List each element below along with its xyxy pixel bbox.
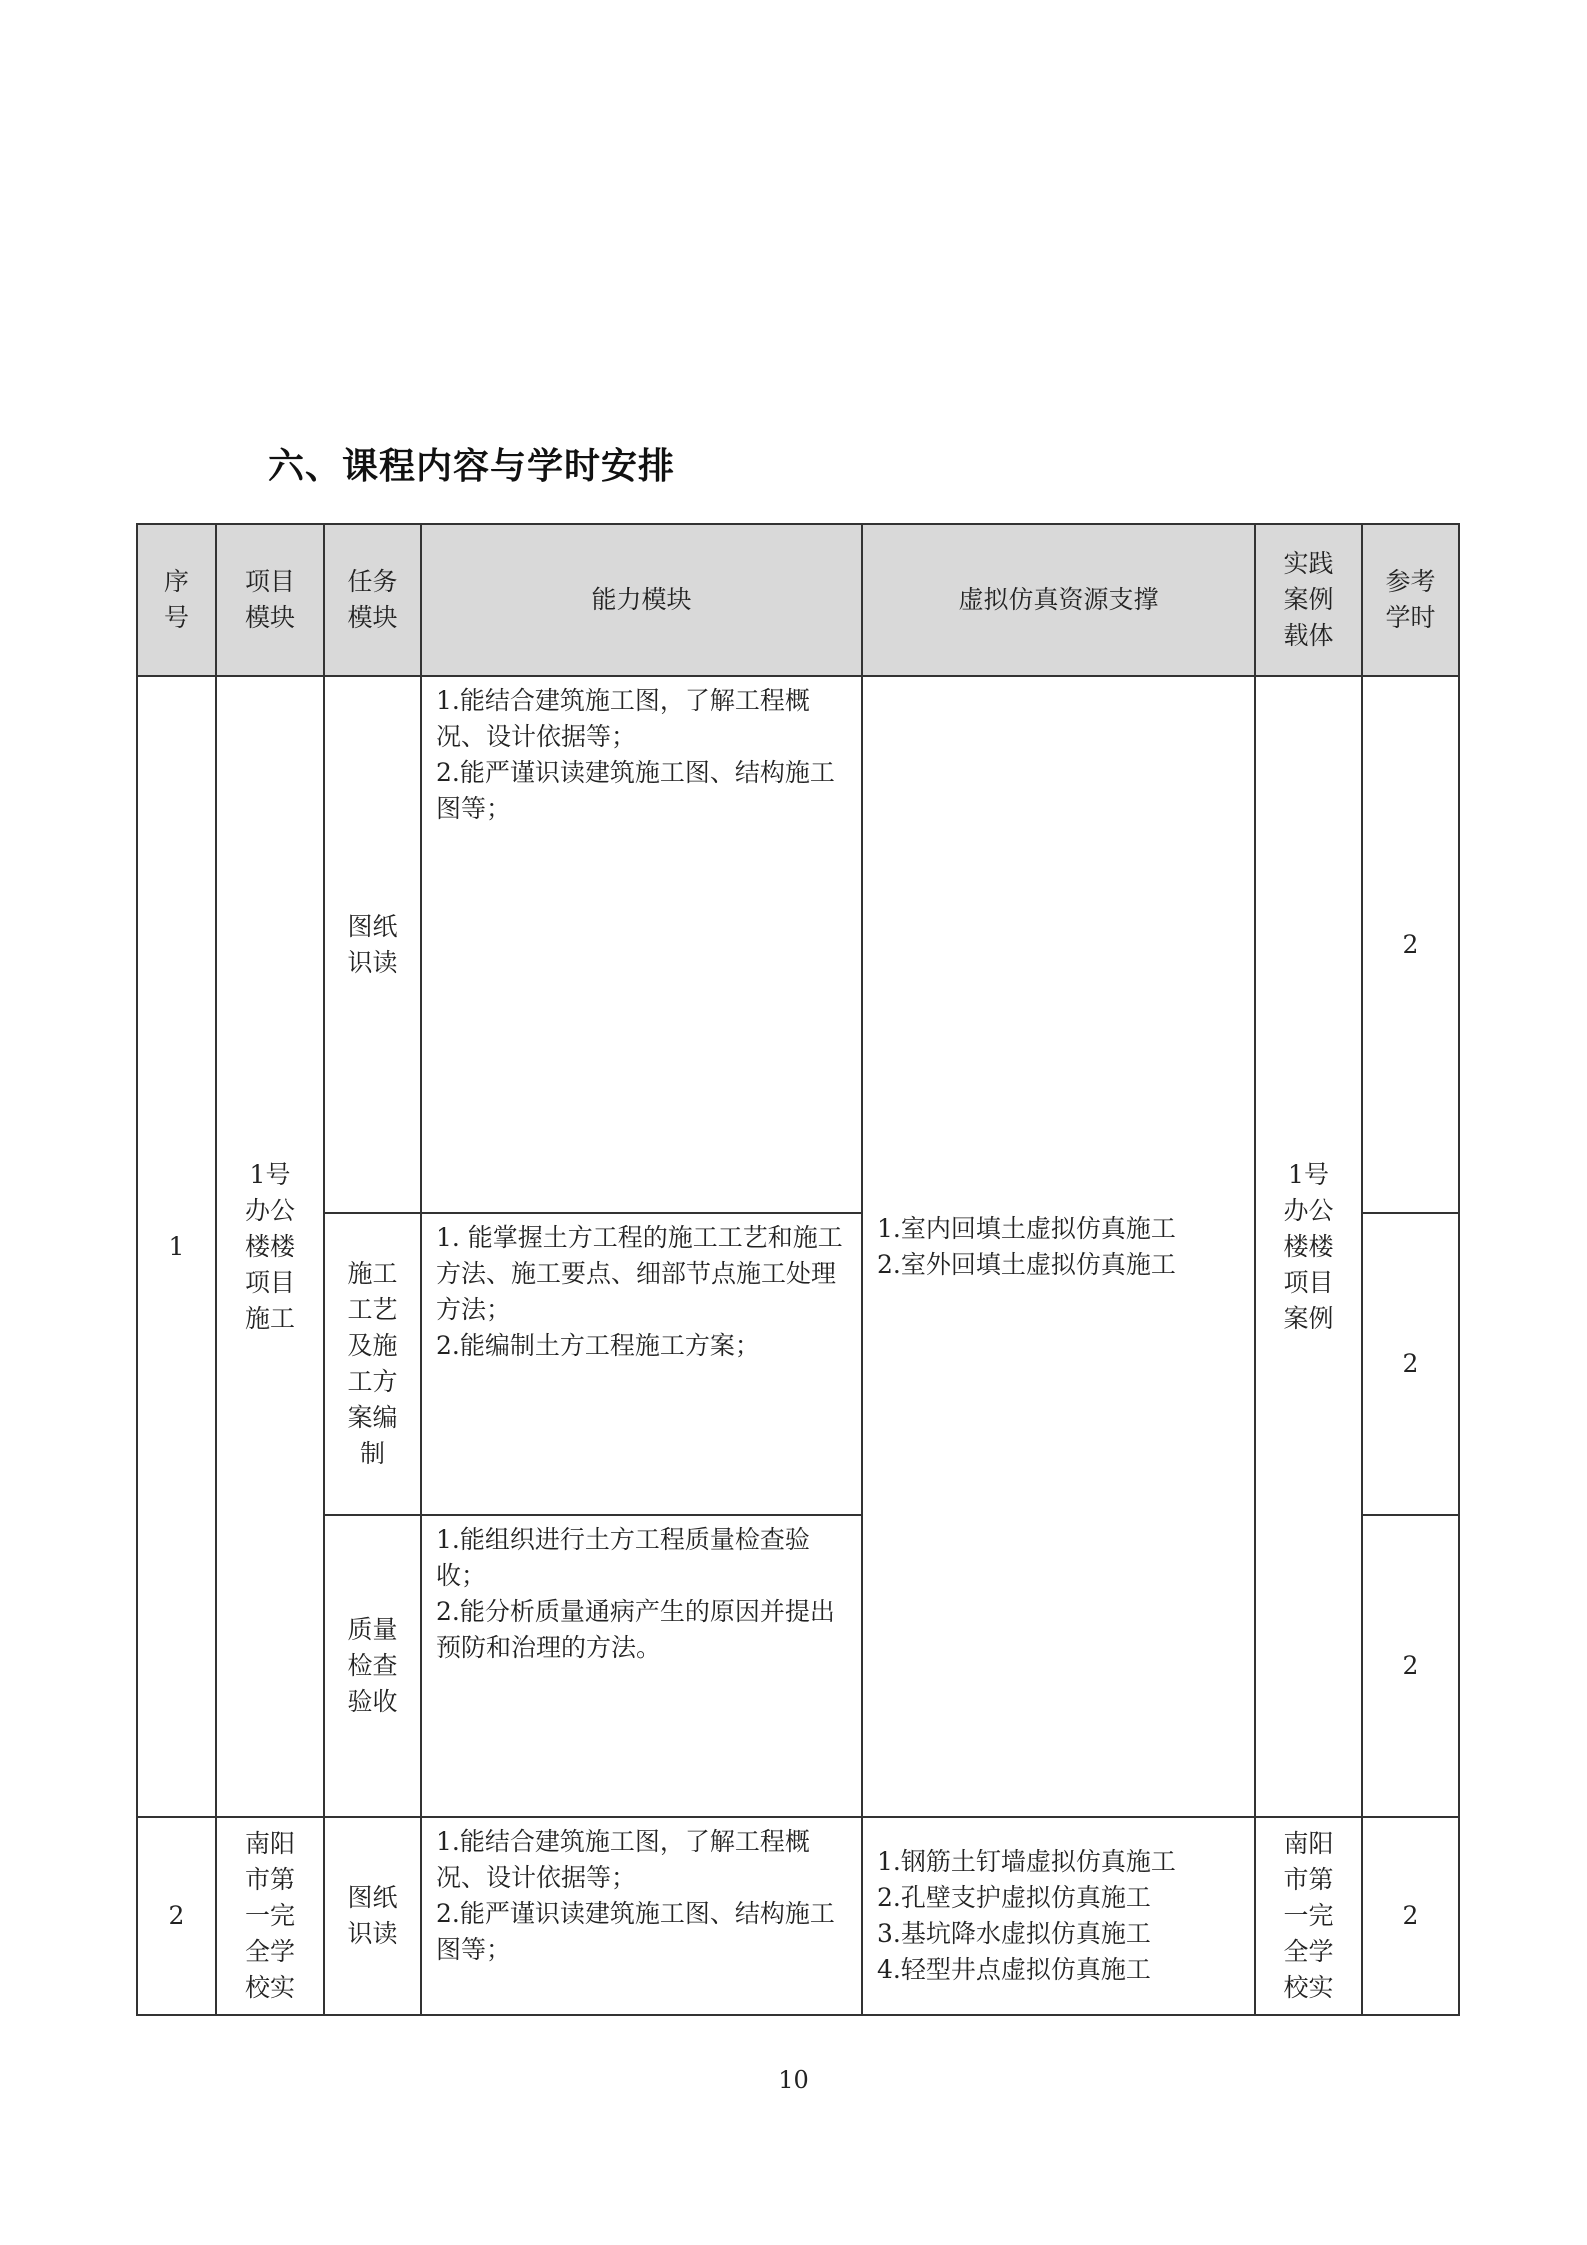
row1-hours-1: 2 <box>1362 676 1459 1213</box>
table-row <box>137 676 1459 1213</box>
header-row <box>137 524 1459 676</box>
page-number: 10 <box>778 2066 809 2094</box>
header-resource: 虚拟仿真资源支撑 <box>862 524 1255 676</box>
header-seq: 序号 <box>137 524 216 676</box>
course-schedule-table <box>136 523 1460 2016</box>
row1-task-1: 图纸识读 <box>324 676 421 1213</box>
ability-item: 1. 能掌握土方工程的施工工艺和施工方法、施工要点、细部节点施工处理方法； <box>436 1223 843 1324</box>
resource-item: 4.轻型井点虚拟仿真施工 <box>877 1955 1151 1984</box>
ability-item: 2.能分析质量通病产生的原因并提出预防和治理的方法。 <box>436 1597 835 1662</box>
ability-item: 1.能组织进行土方工程质量检查验收； <box>436 1525 810 1590</box>
resource-item: 2.室外回填土虚拟仿真施工 <box>877 1249 1176 1279</box>
header-hours: 参考学时 <box>1362 524 1459 676</box>
row1-hours-3: 2 <box>1362 1515 1459 1817</box>
resource-item: 3.基坑降水虚拟仿真施工 <box>877 1919 1151 1948</box>
ability-item: 2.能严谨识读建筑施工图、结构施工图等； <box>436 1899 835 1964</box>
row1-resource <box>862 676 1255 1817</box>
header-case: 实践案例载体 <box>1255 524 1362 676</box>
row1-project: 1号办公楼楼项目施工 <box>216 676 324 1817</box>
row2-ability <box>421 1817 862 2015</box>
row2-seq: 2 <box>137 1817 216 2015</box>
row2-project: 南阳市第一完全学校实 <box>216 1817 324 2015</box>
header-task: 任务模块 <box>324 524 421 676</box>
row1-ability-1 <box>421 676 862 1213</box>
resource-item: 1.室内回填土虚拟仿真施工 <box>877 1213 1176 1243</box>
row1-task-3: 质量检查验收 <box>324 1515 421 1817</box>
row2-task: 图纸识读 <box>324 1817 421 2015</box>
ability-item: 2.能编制土方工程施工方案； <box>436 1331 760 1360</box>
row2-hours: 2 <box>1362 1817 1459 2015</box>
row1-case: 1号办公楼楼项目案例 <box>1255 676 1362 1817</box>
table-row <box>137 1817 1459 2015</box>
ability-item: 2.能严谨识读建筑施工图、结构施工图等； <box>436 758 835 823</box>
row1-hours-2: 2 <box>1362 1213 1459 1515</box>
section-heading: 六、课程内容与学时安排 <box>268 446 676 487</box>
resource-item: 1.钢筋土钉墙虚拟仿真施工 <box>877 1847 1176 1876</box>
row1-ability-3 <box>421 1515 862 1817</box>
row1-seq: 1 <box>137 676 216 1817</box>
row2-case: 南阳市第一完全学校实 <box>1255 1817 1362 2015</box>
ability-item: 1.能结合建筑施工图，了解工程概况、设计依据等； <box>436 1827 810 1892</box>
row1-ability-2 <box>421 1213 862 1515</box>
header-ability: 能力模块 <box>421 524 862 676</box>
ability-item: 1.能结合建筑施工图，了解工程概况、设计依据等； <box>436 686 810 751</box>
header-project: 项目模块 <box>216 524 324 676</box>
row2-resource <box>862 1817 1255 2015</box>
row1-task-2: 施工工艺及施工方案编制 <box>324 1213 421 1515</box>
resource-item: 2.孔壁支护虚拟仿真施工 <box>877 1883 1151 1912</box>
